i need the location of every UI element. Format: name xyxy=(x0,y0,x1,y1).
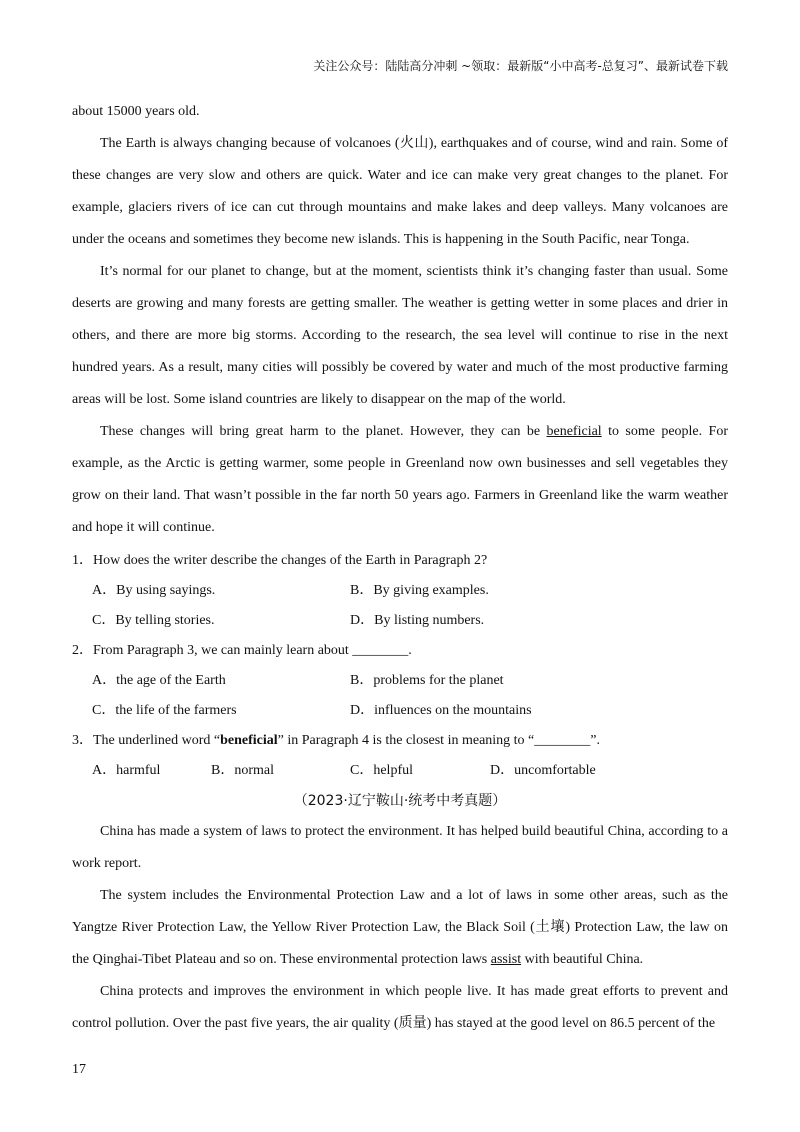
paragraph-4-text-a: These changes will bring great harm to the planet. However, they can be xyxy=(100,424,547,439)
option-3b: B．normal xyxy=(211,763,274,778)
option-2c: C．the life of the farmers xyxy=(92,703,237,718)
paragraph-continuation: about 15000 years old. xyxy=(72,104,200,119)
paragraph-2: The Earth is always changing because of volcanoes (火山), earthquakes and of course, wind and rain. Some of these changes are very slow and others are quick. Water and ice can make very great changes to the planet. For example, glaciers rivers of ice can cut through mountains and make lakes and deep valleys. Many volcanoes are under the oceans and sometimes they become new islands. This is happening in the South Pacific, near Tonga. xyxy=(72,136,728,247)
question-3-stem xyxy=(72,726,728,756)
underlined-word-beneficial: beneficial xyxy=(546,424,602,439)
question-3-options-row xyxy=(72,756,728,786)
option-1d: D．By listing numbers. xyxy=(350,613,485,628)
question-3-text-a: 3．The underlined word “ xyxy=(72,733,221,748)
paragraph-4 xyxy=(72,416,728,544)
option-2a: A．the age of the Earth xyxy=(92,673,226,688)
passage-2-paragraph-2-text-b: with beautiful China. xyxy=(521,952,644,967)
passage-2-paragraph-2-text-a: The system includes the Environmental Protection Law and a lot of laws in some other areas, such as the Yangtze River Protection Law, the Yellow River Protection Law, the Black Soil (土壤) Protection Law, the law on the Qinghai-Tibet Plateau and so on. These environmental protection laws xyxy=(72,888,728,967)
option-3d: D．uncomfortable xyxy=(490,763,596,778)
option-2b: B．problems for the planet xyxy=(350,673,504,688)
passage-2-paragraph-2 xyxy=(72,880,728,976)
question-3-text-b: ” in Paragraph 4 is the closest in meaning to “________”. xyxy=(277,733,600,748)
page-number: 17 xyxy=(72,1062,86,1077)
question-2-options-row-1 xyxy=(72,666,728,696)
paragraph-4-text-b: to some people. For example, as the Arctic is getting warmer, some people in Greenland now own businesses and sell vegetables they grow on their land. That wasn’t possible in the far north 50 years ago. Farmers in Greenland like the warm weather and hope it will continue. xyxy=(72,424,728,535)
question-1-options-row-2 xyxy=(72,606,728,636)
passage-2-paragraph-3: China protects and improves the environment in which people live. It has made great efforts to prevent and control pollution. Over the past five years, the air quality (质量) has stayed at the good level on 86.5 percent of the xyxy=(72,984,728,1031)
page-header: 关注公众号：陆陆高分冲刺 ~领取：最新版“小中高考-总复习”、最新试卷下载 xyxy=(313,59,728,73)
option-1a: A．By using sayings. xyxy=(92,583,216,598)
question-3-bold-word: beneficial xyxy=(220,733,278,748)
question-1-stem: 1．How does the writer describe the changes of the Earth in Paragraph 2? xyxy=(72,553,488,568)
page-content xyxy=(72,96,728,1040)
source-label: （2023·辽宁鞍山·统考中考真题） xyxy=(293,793,507,809)
question-2-stem: 2．From Paragraph 3, we can mainly learn about ________. xyxy=(72,643,412,658)
underlined-word-assist: assist xyxy=(490,952,522,967)
option-1c: C．By telling stories. xyxy=(92,613,215,628)
question-2-options-row-2 xyxy=(72,696,728,726)
option-3a: A．harmful xyxy=(92,763,161,778)
option-2d: D．influences on the mountains xyxy=(350,703,532,718)
question-1-options-row-1 xyxy=(72,576,728,606)
option-3c: C．helpful xyxy=(350,763,413,778)
option-1b: B．By giving examples. xyxy=(350,583,489,598)
paragraph-3: It’s normal for our planet to change, but at the moment, scientists think it’s changing faster than usual. Some deserts are growing and many forests are getting smaller. The weather is getting wetter in some places and drier in others, and there are more big storms. According to the research, the sea level will continue to rise in the next hundred years. As a result, many cities will possibly be covered by water and much of the most productive farming areas will be lost. Some island countries are likely to disappear on the map of the world. xyxy=(72,264,728,407)
passage-2-paragraph-1: China has made a system of laws to protect the environment. It has helped build beautiful China, according to a work report. xyxy=(72,824,728,871)
